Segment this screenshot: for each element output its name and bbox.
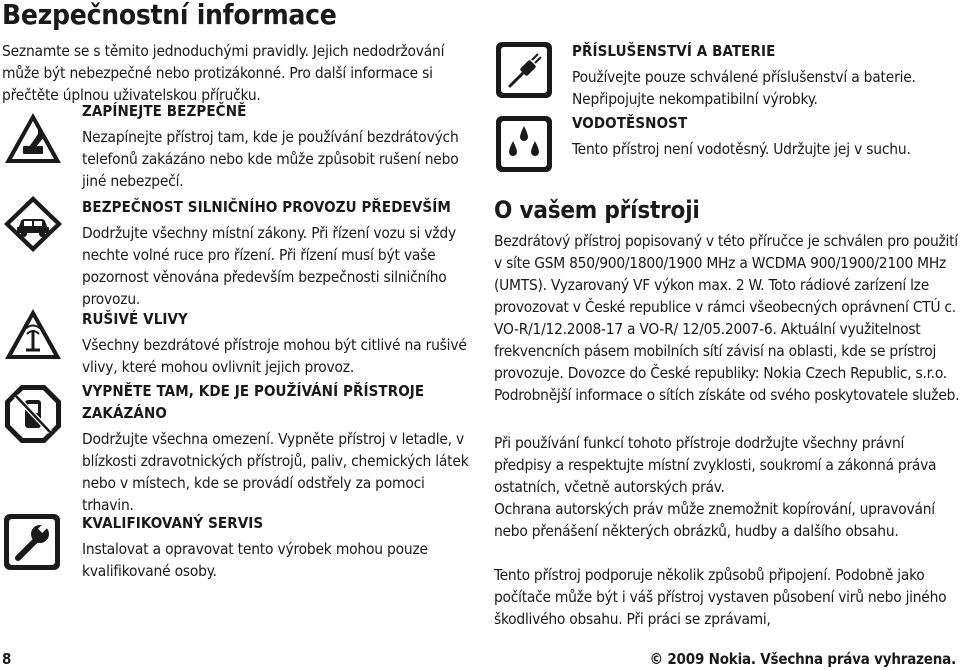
section-body: Nezapínejte přístroj tam, kde je používání bezdrátových telefonů zakázáno nebo kde může způsobit rušení nebo jiné nebezpečí. bbox=[82, 128, 459, 190]
section-title: PŘÍSLUŠENSTVÍ A BATERIE bbox=[572, 42, 776, 60]
interference-icon bbox=[2, 306, 64, 362]
intro-text: Seznamte se s těmito jednoduchými pravidly. Jejich nedodržování může být nebezpečné nebo protizákonné. Pro další informace si přečtěte úplnou uživatelskou příručku. bbox=[2, 42, 445, 104]
section-title: VODOTĚSNOST bbox=[572, 114, 688, 132]
about-title: O vašem přístroji bbox=[494, 196, 700, 224]
section-body: Všechny bezdrátové přístroje mohou být citlivé na rušivé vlivy, které mohou ovlivnit jejich provoz. bbox=[82, 336, 467, 376]
section-body: Dodržujte všechna omezení. Vypněte přístroj v letadle, v blízkosti zdravotnických přístrojů, paliv, chemických látek nebo v místech, kde se provádí odstřely za pomoci trhavin. bbox=[82, 430, 469, 514]
section-body: Tento přístroj není vodotěsný. Udržujte jej v suchu. bbox=[572, 140, 911, 158]
section-title: VYPNĚTE TAM, KDE JE POUŽÍVÁNÍ PŘÍSTROJE ZAKÁZÁNO bbox=[82, 382, 425, 422]
page-title: Bezpečnostní informace bbox=[2, 0, 337, 31]
section-title: BEZPEČNOST SILNIČNÍHO PROVOZU PŘEDEVŠÍM bbox=[82, 198, 451, 216]
about-paragraph: Tento přístroj podporuje několik způsobů připojení. Podobně jako počítače může být i váš přístroj vystaven působení virů nebo jiného škodlivého obsahu. Při práci se zprávami, bbox=[494, 566, 947, 628]
phone-off-icon bbox=[2, 382, 64, 446]
connector-icon bbox=[494, 40, 554, 100]
about-paragraph: Ochrana autorských práv může znemožnit kopírování, upravování nebo přenášení některých obrázků, hudby a dalšího obsahu. bbox=[494, 500, 935, 540]
about-paragraph: Při používání funkcí tohoto přístroje dodržujte všechny právní předpisy a respektujte místní zvyklosti, soukromí a zákonná práva ostatních, včetně autorských práv. bbox=[494, 434, 937, 496]
section-body: Dodržujte všechny místní zákony. Při řízení vozu si vždy nechte volné ruce pro řízení. Při řízení musí být vaše pozornost věnována především bezpečnosti silničního provozu. bbox=[82, 224, 456, 308]
copyright: © 2009 Nokia. Všechna práva vyhrazena. bbox=[649, 650, 956, 668]
water-drops-icon bbox=[494, 114, 554, 174]
wrench-icon bbox=[2, 512, 62, 572]
car-icon bbox=[2, 194, 64, 254]
section-title: KVALIFIKOVANÝ SERVIS bbox=[82, 514, 264, 532]
section-body: Instalovat a opravovat tento výrobek mohou pouze kvalifikované osoby. bbox=[82, 540, 428, 580]
section-title: ZAPÍNEJTE BEZPEČNĚ bbox=[82, 102, 247, 120]
hand-touch-phone-icon bbox=[2, 110, 64, 166]
page-number: 8 bbox=[2, 650, 12, 668]
section-body: Používejte pouze schválené příslušenství a baterie. Nepřipojujte nekompatibilní výrobky. bbox=[572, 68, 916, 108]
about-paragraph: Bezdrátový přístroj popisovaný v této příručce je schválen pro použití v síte GSM 850/900/1800/1900 MHz a WCDMA 900/1900/2100 MHz (UMTS). Vyzarovaný VF výkon max. 2 W. Toto rádiové zarízení lze provozovat v České republice v rámci všeobecných oprávnení CTÚ c. VO-R/1/12.2008-17 a VO-R/ 12/05.2007-6. Aktuální využitelnost frekvencních pásem mobilních sítí závisí na oblasti, kde se prístroj provozuje. Dovozce do České republiky: Nokia Czech Republic, s.r.o. Podrobnější informace o sítích získáte od svého poskytovatele služeb. bbox=[494, 232, 960, 404]
section-title: RUŠIVÉ VLIVY bbox=[82, 310, 188, 328]
